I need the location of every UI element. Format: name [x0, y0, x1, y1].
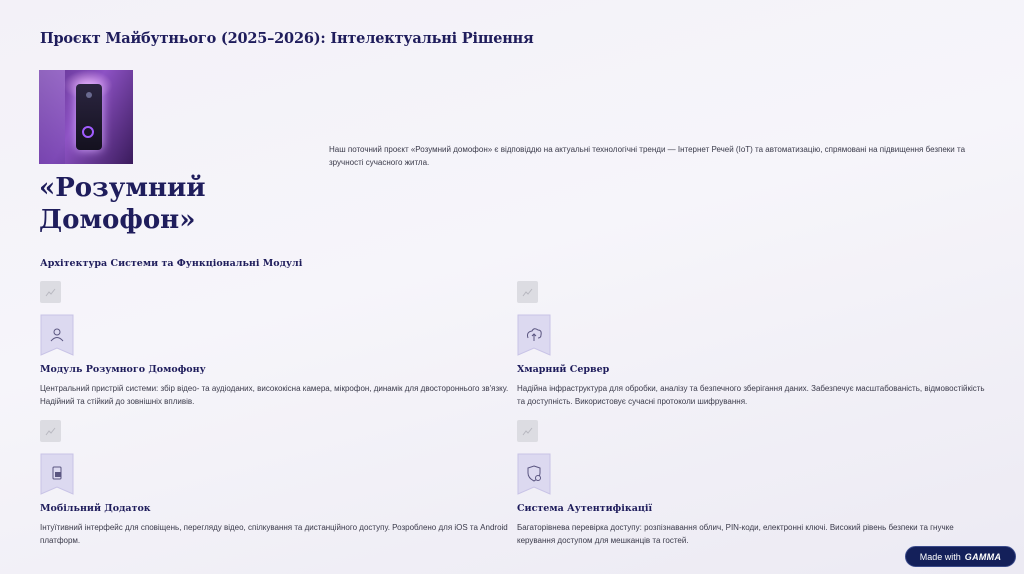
module-description: Надійна інфраструктура для обробки, аналізу та безпечного зберігання даних. Забезпечує масштабованість, відмовостійкість та доступність. Використовує сучасні протоколи шифрування.: [517, 384, 985, 406]
module-card: [517, 420, 987, 547]
product-title: «Розумний Домофон»: [39, 173, 206, 235]
module-card: [517, 281, 987, 408]
broken-image-icon: [40, 281, 61, 303]
module-title: Хмарний Сервер: [517, 364, 610, 375]
page-title: Проєкт Майбутнього (2025–2026): Інтелектуальні Рішення: [40, 30, 534, 47]
intro-paragraph: Наш поточний проєкт «Розумний домофон» є відповіддю на актуальні технологічні тренди — Інтернет Речей (IoT) та автоматизацію, спрямовані на підвищення безпеки та зручності сучасного житла.: [329, 145, 966, 167]
broken-image-icon: [40, 420, 61, 442]
gamma-logo: GAMMA: [964, 551, 1002, 562]
module-card: [40, 420, 510, 547]
broken-image-icon: [517, 420, 538, 442]
shield-icon: [517, 453, 551, 495]
mobile-app-icon: [40, 453, 74, 495]
broken-image-icon: [517, 281, 538, 303]
badge-prefix: Made with: [919, 551, 961, 562]
module-description: Центральний пристрій системи: збір відео- та аудіоданих, висококісна камера, мікрофон, динамік для двостороннього зв'язку. Надійний та стійкий до зовнішніх впливів.: [40, 384, 509, 406]
cloud-upload-icon: [517, 314, 551, 356]
module-title: Модуль Розумного Домофону: [40, 364, 206, 375]
module-description: Багаторівнева перевірка доступу: розпізнавання облич, PIN-коди, електронні ключі. Високий рівень безпеки та гнучке керування доступом для мешканців та гостей.: [517, 523, 954, 545]
module-title: Мобільний Додаток: [40, 503, 151, 514]
made-with-gamma-badge[interactable]: [905, 546, 1016, 567]
module-description: Інтуїтивний інтерфейс для сповіщень, перегляду відео, спілкування та дистанційного доступу. Розроблено для iOS та Android платформ.: [40, 523, 508, 545]
hero-image: [39, 70, 133, 164]
module-title: Система Аутентифікації: [517, 503, 653, 514]
section-title: Архітектура Системи та Функціональні Модулі: [40, 258, 303, 269]
module-card: [40, 281, 510, 408]
user-icon: [40, 314, 74, 356]
